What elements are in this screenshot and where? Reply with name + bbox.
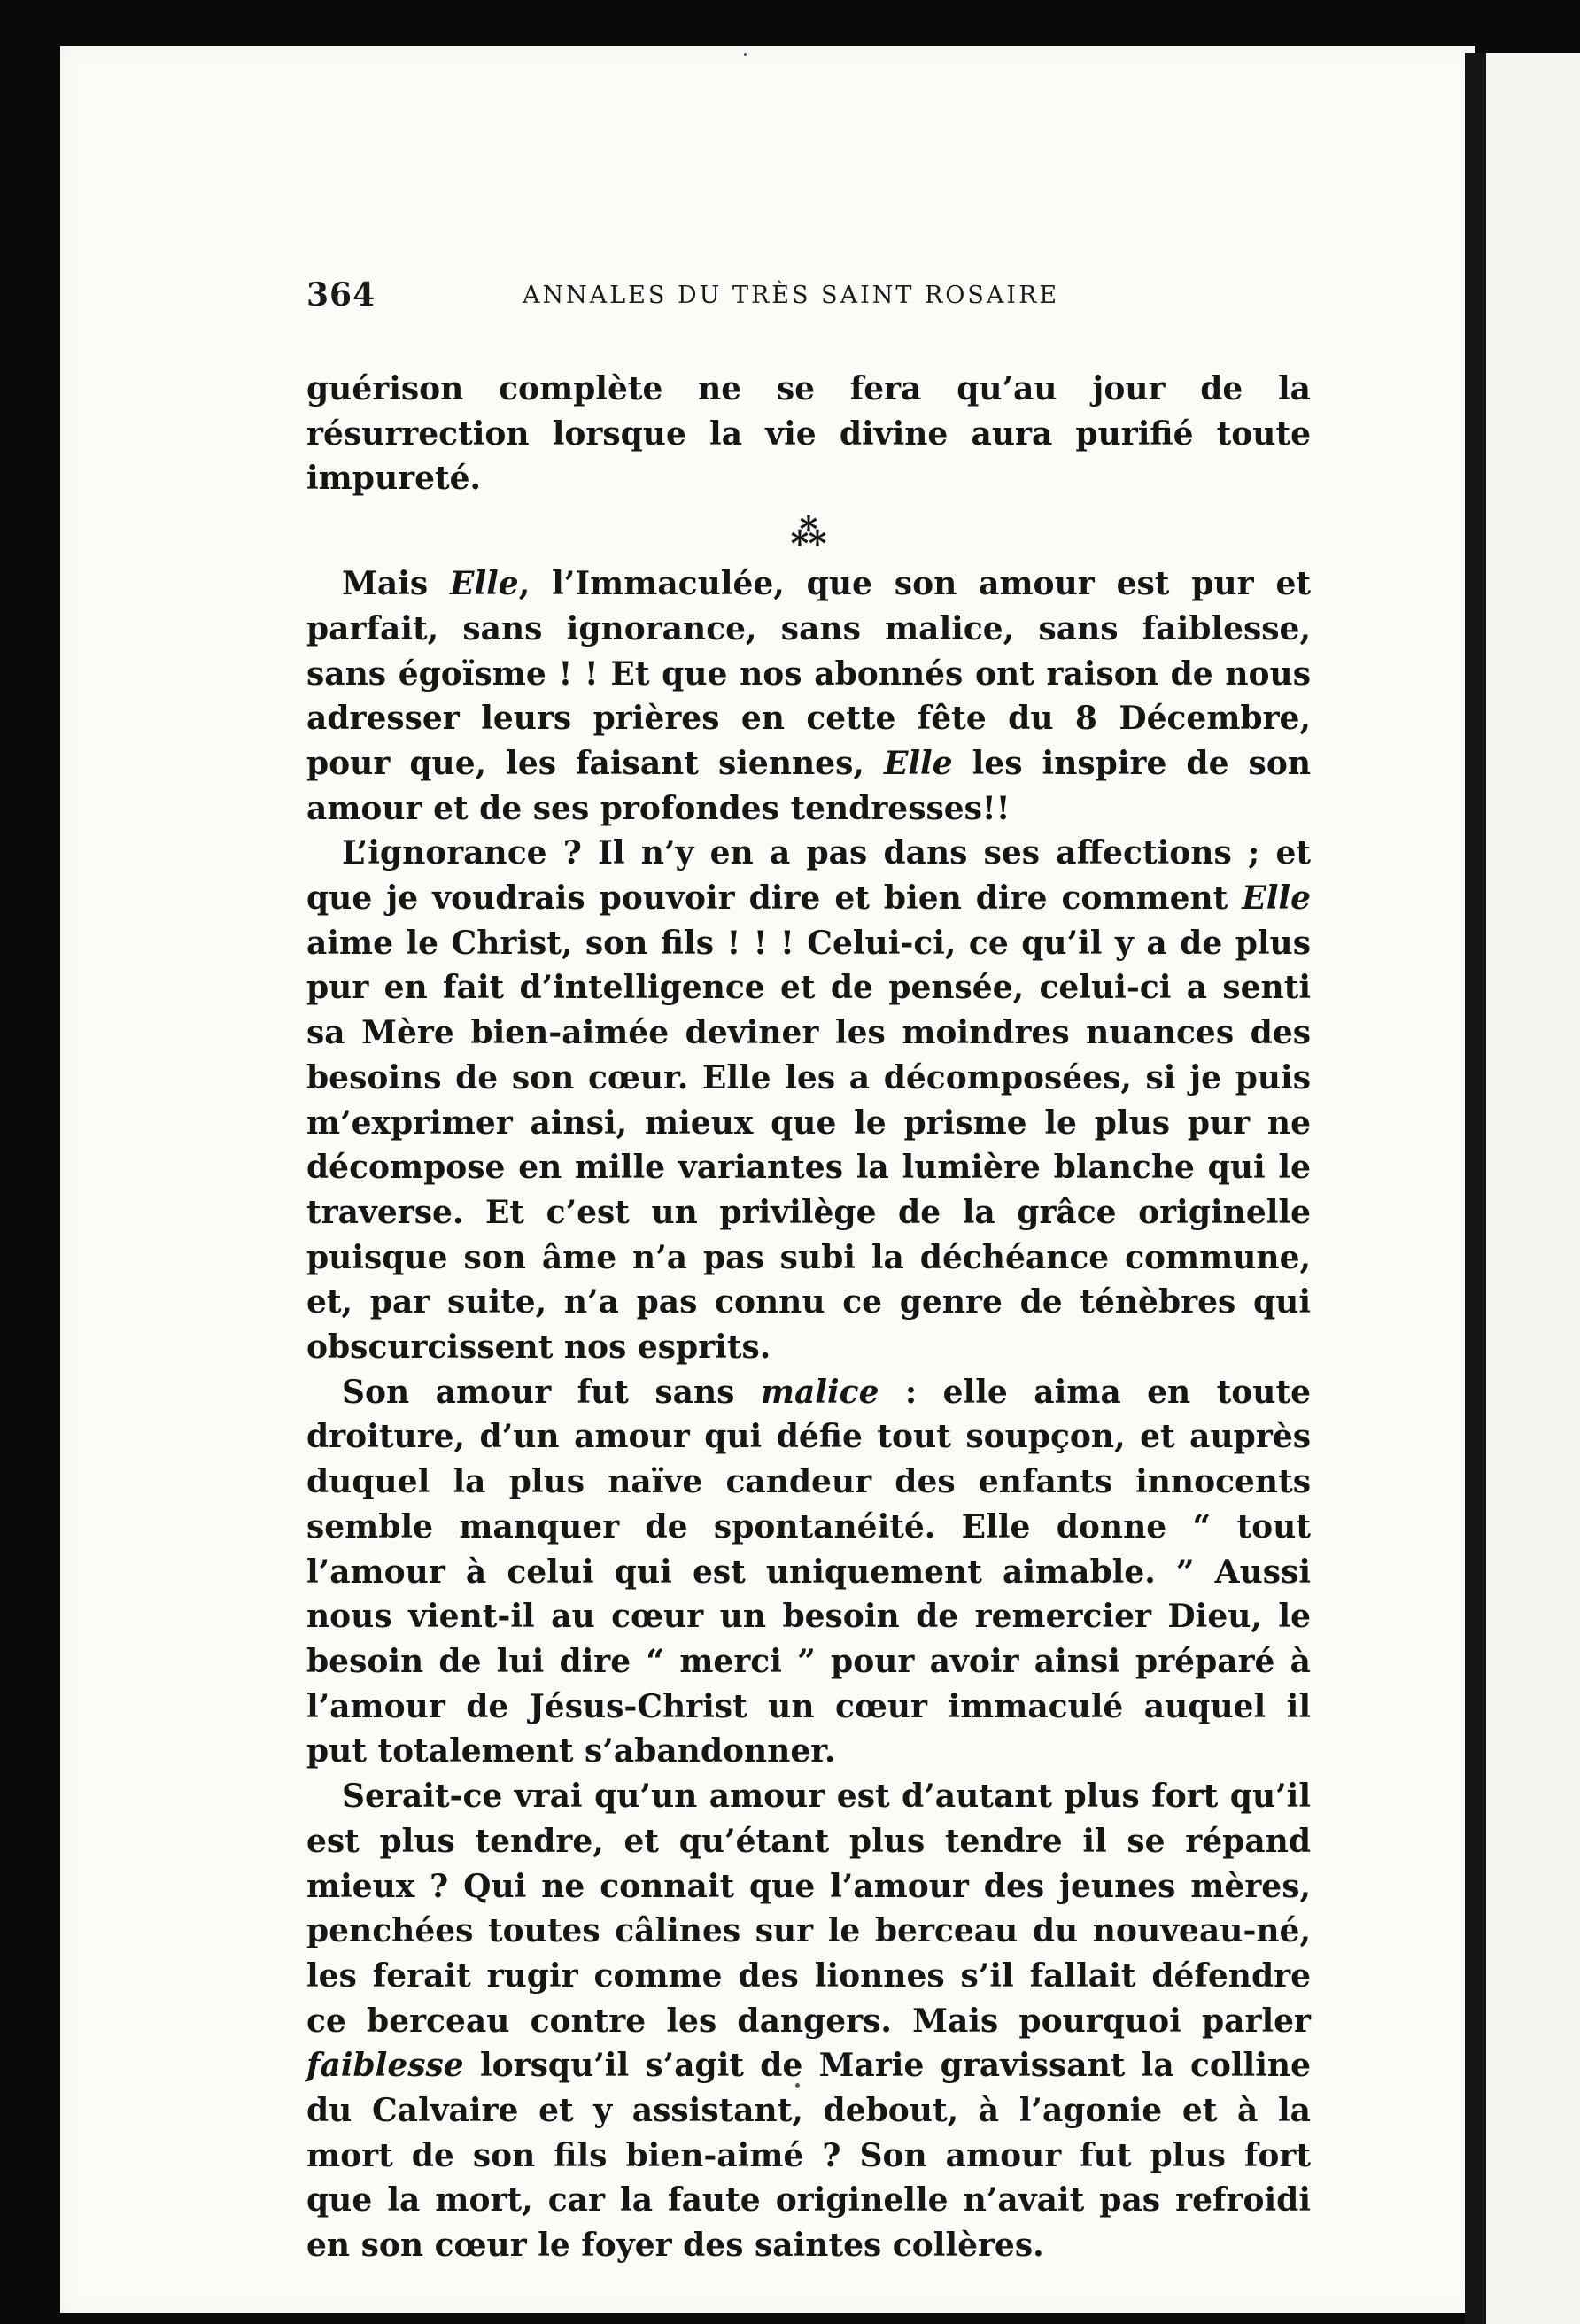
paragraph-text: aime le Christ, son fils ! ! ! Celui-ci, ce qu’il y a de plus pur en fait d’intelligence et de pensée, celui-ci a senti sa Mère bien-aimée deviner les moindres nuances des besoins de son cœur. Elle les a décomposées, si je puis m’exprimer ainsi, mieux que le prisme le plus pur ne décompose en mille variantes la lumière blanche qui le traverse. Et c’est un privilège de la grâce originelle puisque son âme n’a pas subi la déchéance commune, et, par suite, n’a pas connu ce genre de ténèbres qui obscurcissent nos esprits. <box>306 924 1311 1367</box>
paragraph <box>306 831 1311 1369</box>
emphasis: malice <box>760 1373 879 1411</box>
paragraph-text: Serait-ce vrai qu’un amour est d’autant plus fort qu’il est plus tendre, et qu’étant plus tendre il se répand mieux ? Qui ne connait que l’amour des jeunes mères, penchées toutes câlines sur le berceau du nouveau-né, les ferait rugir comme des lionnes s’il fallait défendre ce berceau contre les dangers. Mais pourquoi parler <box>306 1778 1311 2040</box>
asterism-separator: ⁂ <box>790 512 827 554</box>
paragraph-text: Mais <box>342 565 450 603</box>
running-title: ANNALES DU TRÈS SAINT ROSAIRE <box>523 282 1060 309</box>
paragraph-text: les inspire de son amour et de ses profondes tendresses!! <box>306 744 1312 827</box>
paragraph-text: guérison complète ne se fera qu’au jour de la résurrection lorsque la vie divine aura purifié toute impureté. <box>306 370 1311 498</box>
emphasis: Elle <box>1242 879 1311 918</box>
emphasis: faiblesse <box>306 2047 464 2085</box>
paragraph <box>306 562 1311 831</box>
page-gutter <box>1465 53 1488 2324</box>
paragraph-text: Son amour fut sans <box>342 1373 761 1411</box>
page-header <box>306 276 1139 321</box>
paragraph <box>306 1774 1311 2268</box>
paragraph-text: L’ignorance ? Il n’y en a pas dans ses affections ; et que je voudrais pouvoir dire et bien dire comment <box>306 834 1311 918</box>
emphasis: Elle <box>450 565 519 603</box>
page-number: 364 <box>306 276 376 314</box>
body-text <box>306 367 1311 2268</box>
paragraph-text: lorsqu’il s’agit de Marie gravissant la colline du Calvaire et y assistant, debout, à l’agonie et à la mort de son fils bien-aimé ? Son amour fut plus fort que la mort, car la faute originelle n’avait pas refroidi en son cœur le foyer des saintes collères. <box>306 2047 1311 2265</box>
ink-speck <box>744 53 747 56</box>
paragraph <box>306 367 1311 501</box>
emphasis: Elle <box>883 744 953 782</box>
paragraph-text: : elle aima en toute droiture, d’un amour qui défie tout soupçon, et auprès duquel la plus naïve candeur des enfants innocents semble manquer de spontanéité. Elle donne “ tout l’amour à celui qui est uniquement aimable. ” Aussi nous vient-il au cœur un besoin de remercier Dieu, le besoin de lui dire “ merci ” pour avoir ainsi préparé à l’amour de Jésus-Christ un cœur immaculé auquel il put totalement s’abandonner. <box>306 1373 1311 1770</box>
paragraph-text: , l’Immaculée, que son amour est pur et parfait, sans ignorance, sans malice, sans faiblesse, sans égoïsme ! ! Et que nos abonnés ont raison de nous adresser leurs prières en cette fête du 8 Décembre, pour que, les faisant siennes, <box>306 565 1311 782</box>
paragraph <box>306 1370 1311 1774</box>
facing-page-edge <box>1486 53 1580 2324</box>
